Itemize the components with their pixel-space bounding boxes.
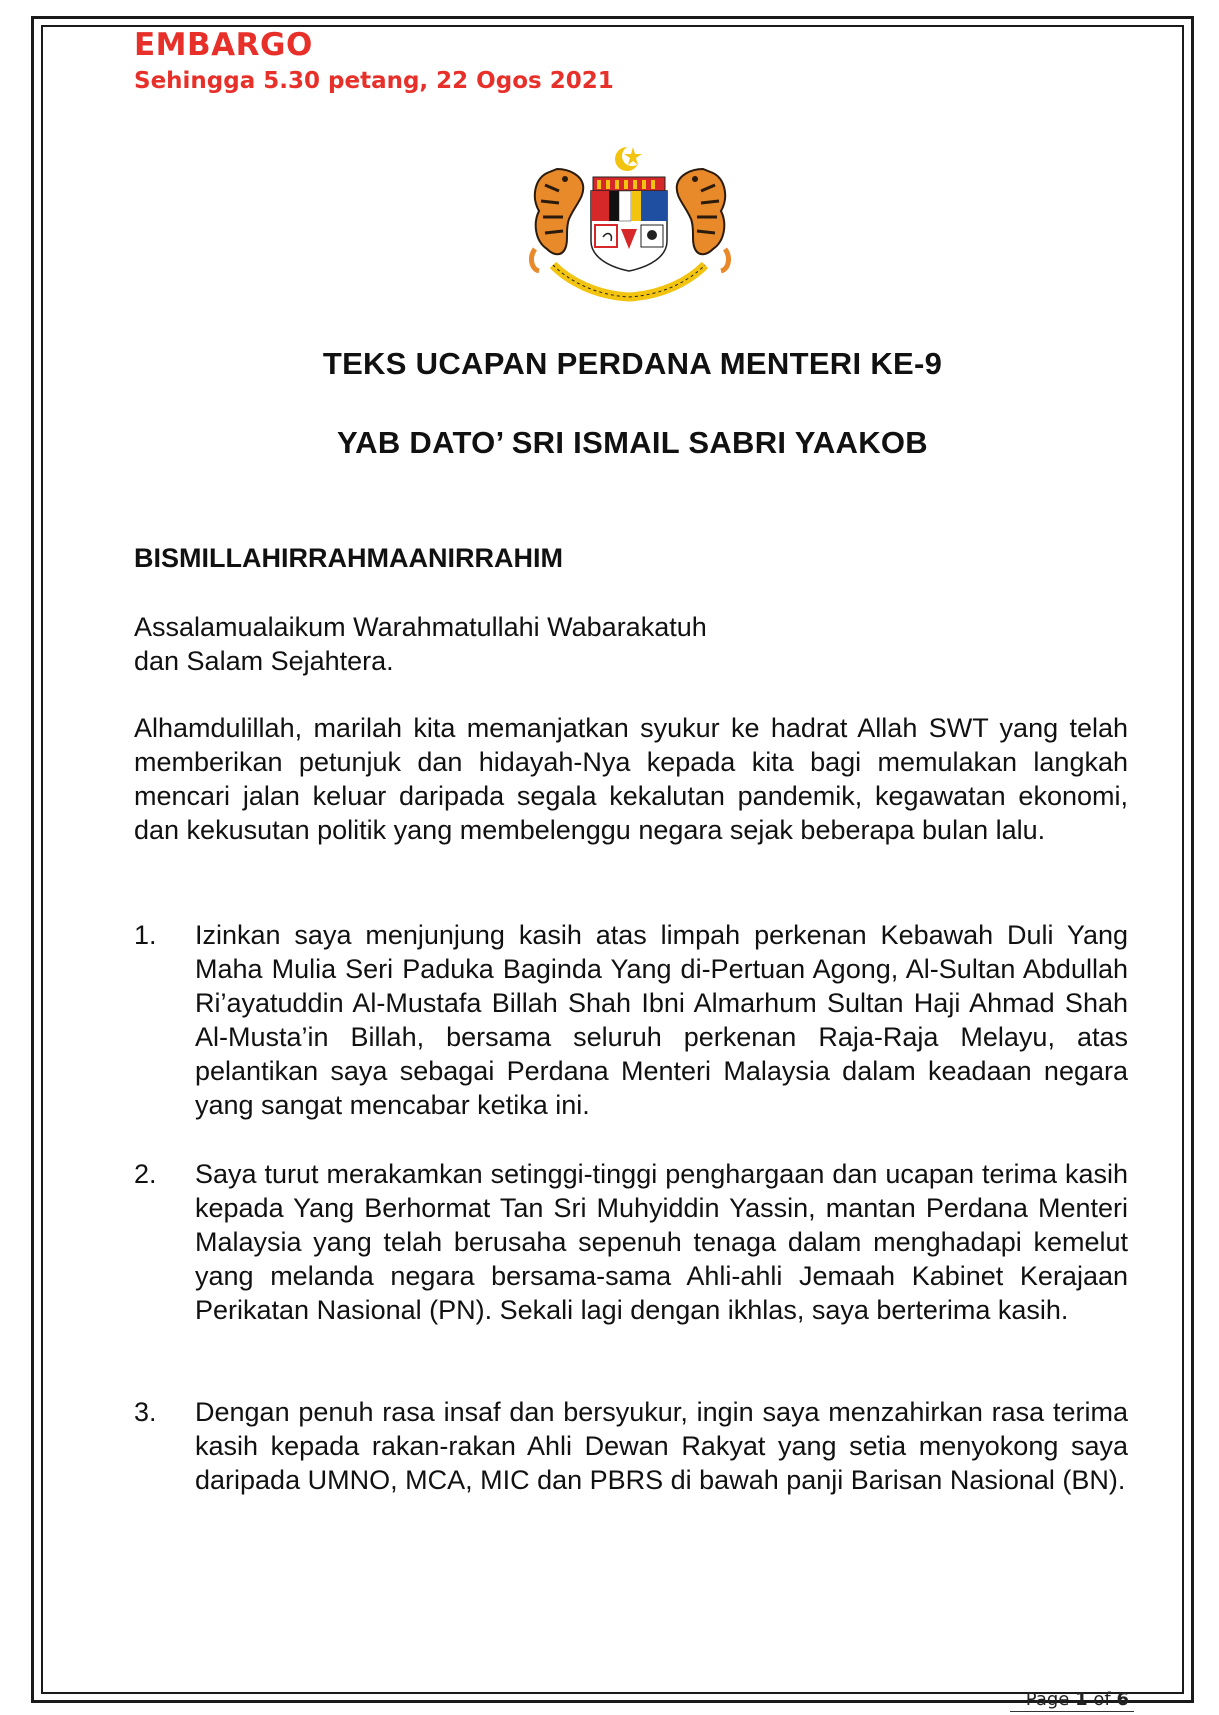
page-total: 6: [1116, 1689, 1129, 1710]
paragraph-text: Dengan penuh rasa insaf dan bersyukur, ingin saya menzahirkan rasa terima kasih kepada rakan-rakan Ahli Dewan Rakyat yang setia menyokong saya daripada UMNO, MCA, MIC dan PBRS di bawah panji Barisan Nasional (BN).: [195, 1397, 1128, 1495]
paragraph-text: Saya turut merakamkan setinggi-tinggi penghargaan dan ucapan terima kasih kepada Yang Berhormat Tan Sri Muhyiddin Yassin, mantan Perdana Menteri Malaysia yang telah berusaha sepenuh tenaga dalam menghadapi kemelut yang melanda negara bersama-sama Ahli-ahli Jemaah Kabinet Kerajaan Perikatan Nasional (PN). Sekali lagi dengan ikhlas, saya berterima kasih.: [195, 1159, 1128, 1325]
page-footer: [1026, 1691, 1129, 1709]
paragraph-text: Izinkan saya menjunjung kasih atas limpah perkenan Kebawah Duli Yang Maha Mulia Seri Paduka Baginda Yang di-Pertuan Agong, Al-Sultan Abdullah Ri’ayatuddin Al-Mustafa Billah Shah Ibni Almarhum Sultan Haji Ahmad Shah Al-Musta’in Billah, bersama seluruh perkenan Raja-Raja Melayu, atas pelantikan saya sebagai Perdana Menteri Malaysia dalam keadaan negara yang sangat mencabar ketika ini.: [195, 920, 1128, 1120]
left-tiger-icon: [532, 169, 584, 271]
of-word: of: [1093, 1689, 1111, 1710]
speech-title: TEKS UCAPAN PERDANA MENTERI KE-9: [322, 346, 943, 381]
numbered-paragraph: [134, 918, 1128, 1122]
numbered-paragraph: [134, 1395, 1128, 1497]
paragraph-number: 3.: [134, 1397, 157, 1427]
paragraph-number: 2.: [134, 1159, 157, 1189]
embargo-date: Sehingga 5.30 petang, 22 Ogos 2021: [134, 68, 614, 94]
greeting-line-2: dan Salam Sejahtera.: [134, 646, 394, 676]
bismillah-heading: BISMILLAHIRRAHMAANIRRAHIM: [134, 543, 563, 573]
page-word: Page: [1025, 1689, 1070, 1710]
footer-underline: [1010, 1711, 1134, 1712]
numbered-paragraph: [134, 1157, 1128, 1327]
greeting: [134, 610, 707, 678]
page-current: 1: [1075, 1689, 1088, 1710]
intro-paragraph: Alhamdulillah, marilah kita memanjatkan syukur ke hadrat Allah SWT yang telah memberikan petunjuk dan hidayah-Nya kepada kita bagi memulakan langkah mencari jalan keluar daripada segala kekalutan pandemik, kegawatan ekonomi, dan kekusutan politik yang membelenggu negara sejak beberapa bulan lalu.: [134, 713, 1128, 845]
embargo-label: EMBARGO: [134, 27, 313, 63]
paragraph-number: 1.: [134, 920, 157, 950]
greeting-line-1: Assalamualaikum Warahmatullahi Wabarakatuh: [134, 612, 707, 642]
speaker-name: YAB DATO’ SRI ISMAIL SABRI YAAKOB: [337, 425, 928, 460]
right-tiger-icon: [677, 169, 729, 271]
coat-of-arms-icon: [525, 145, 735, 310]
crescent-star-icon: [615, 145, 642, 171]
shield-icon: [591, 177, 667, 271]
